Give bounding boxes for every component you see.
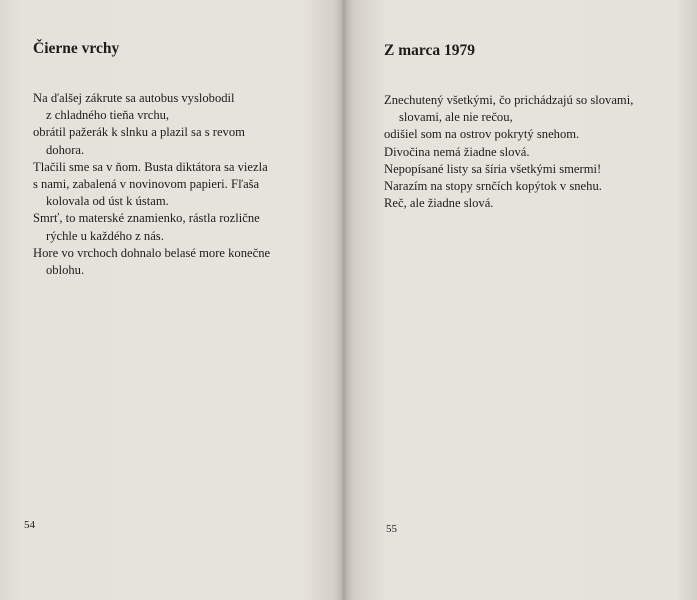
poem-line: odišiel som na ostrov pokrytý snehom.: [384, 127, 580, 142]
poem-line: z chladného tieňa vrchu,: [46, 108, 170, 123]
poem-text: [384, 92, 633, 212]
right-page: [344, 0, 697, 600]
poem-line: Divočina nemá žiadne slová.: [384, 144, 530, 159]
poem-title: Čierne vrchy: [33, 40, 120, 57]
poem-text: [33, 90, 270, 279]
poem-line: dohora.: [46, 142, 85, 157]
poem-line: rýchle u každého z nás.: [46, 228, 164, 243]
poem-line: Nepopísané listy sa šíria všetkými smermi!: [384, 161, 602, 176]
page-number: 54: [24, 519, 35, 531]
poem-line: slovami, ale nie rečou,: [399, 110, 513, 125]
page-number: 55: [386, 523, 397, 535]
book-gutter: [340, 0, 348, 600]
poem-line: Narazím na stopy srnčích kopýtok v snehu.: [384, 179, 602, 194]
poem-line: Reč, ale žiadne slová.: [384, 196, 494, 211]
poem-line: Znechutený všetkými, čo prichádzajú so slovami,: [384, 93, 634, 107]
poem-line: Smrť, to materské znamienko, rástla rozlične: [33, 211, 260, 226]
poem-line: Tlačili sme sa v ňom. Busta diktátora sa viezla: [33, 159, 268, 174]
poem-line: Hore vo vrchoch dohnalo belasé more konečne: [33, 245, 271, 260]
poem-line: obrátil pažerák k slnku a plazil sa s revom: [33, 125, 245, 140]
poem-line: kolovala od úst k ústam.: [46, 194, 169, 209]
poem-line: s nami, zabalená v novinovom papieri. Fľaša: [33, 177, 260, 192]
poem-line: oblohu.: [46, 263, 85, 278]
left-page: [0, 0, 344, 600]
poem-line: Na ďalšej zákrute sa autobus vyslobodil: [33, 91, 235, 105]
poem-title: Z marca 1979: [384, 42, 475, 59]
